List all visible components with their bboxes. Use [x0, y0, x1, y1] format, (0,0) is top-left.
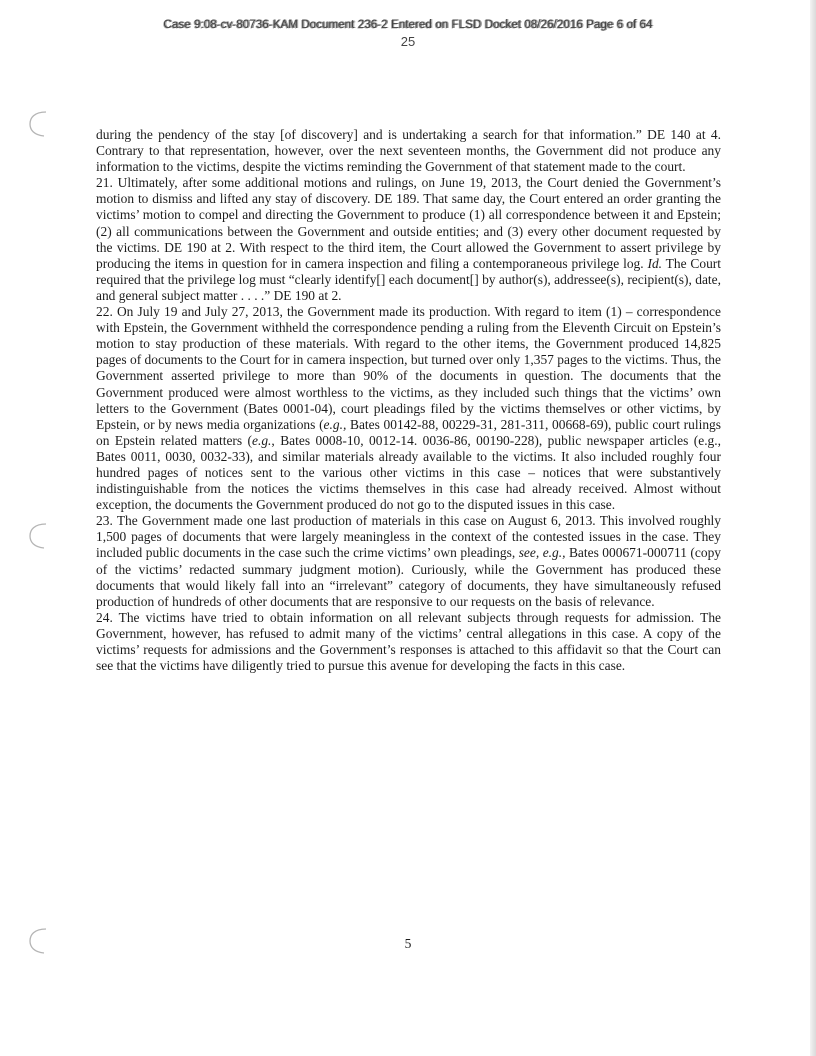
- paragraph-23: [96, 513, 721, 610]
- page-edge: [810, 0, 816, 1056]
- paragraph-text: 24. The victims have tried to obtain information on all relevant subjects through requests for admission. The Government, however, has refused to admit many of the victims’ central allegations in this case. A copy of the victims’ requests for admissions and the Government’s responses is attached to this affidavit so that the Court can see that the victims have diligently tried to pursue this avenue for developing the facts in this case.: [96, 609, 721, 674]
- page-number: 5: [404, 936, 412, 951]
- paragraph-24: [96, 610, 721, 674]
- court-header: [0, 17, 816, 50]
- paragraph-text: Bates 000671-000711 (copy of the victims’ redacted summary judgment motion). Curiously, while the Government has produced these documents that would likely fall into an “irrelevant” category of documents, they have simultaneously refused production of hundreds of other documents that are responsive to our requests on the basis of relevance.: [96, 545, 722, 609]
- paragraph-text: Bates 00142-88, 00229-31, 281-311, 00668-69), public court rulings on Epstein related matters (: [96, 416, 721, 448]
- paragraph-22: [96, 304, 721, 513]
- affidavit-body: [96, 127, 721, 674]
- paragraph-text: 22. On July 19 and July 27, 2013, the Government made its production. With regard to item (1) – correspondence with Epstein, the Government withheld the correspondence pending a ruling from the Eleventh Circuit on Epstein’s motion to stay production of these materials. With regard to the other items, the Government produced 14,825 pages of documents to the Court for in camera inspection, but turned over only 1,357 pages to the victims. Thus, the Government asserted privilege to more than 90% of the documents in question. The documents that the Government produced were almost worthless to the victims, as they included such things that the victims’ own letters to the Government (Bates 0001-04), court pleadings filed by the victims themselves or other victims, by Epstein, or by news media organizations (: [96, 304, 721, 432]
- italic-citation-text: e.g.,: [323, 416, 347, 432]
- paragraph-text: 23. The Government made one last production of materials in this case on August 6, 2013. This involved roughly 1,500 pages of documents that were largely meaningless in the context of the contested issues in the case. They included public documents in the case such the crime victims’ own pleadings,: [96, 513, 721, 561]
- paragraph-text: during the pendency of the stay [of discovery] and is undertaking a search for that information.” DE 140 at 4. Contrary to that representation, however, over the next seventeen months, the Government did not produce any information to the victims, despite the victims reminding the Government of that statement made to the court.: [96, 127, 721, 175]
- paragraph-text: 21. Ultimately, after some additional motions and rulings, on June 19, 2013, the Court denied the Government’s motion to dismiss and lifted any stay of discovery. DE 189. That same day, the Court entered an order granting the victims’ motion to compel and directing the Government to produce (1) all correspondence between it and Epstein; (2) all communications between the Government and outside entities; and (3) every other document requested by the victims. DE 190 at 2. With respect to the third item, the Court allowed the Government to assert privilege by producing the items in question for in camera inspection and filing a contemporaneous privilege log.: [96, 175, 721, 271]
- italic-citation-text: e.g.: [252, 432, 272, 448]
- paragraph-text: The Court required that the privilege log must “clearly identify[] each document[] by author(s), addressee(s), recipient(s), date, and general subject matter . . . .” DE 190 at 2.: [96, 255, 721, 303]
- paragraph-continuation: [96, 127, 721, 175]
- italic-citation-text: see, e.g.,: [518, 545, 566, 561]
- exhibit-page-number: 25: [400, 34, 416, 49]
- binder-hole-icon: [22, 520, 52, 550]
- paragraph-21: [96, 175, 721, 304]
- case-filing-stamp: Case 9:08-cv-80736-KAM Document 236-2 Entered on FLSD Docket 08/26/2016 Page 6 of 64: [163, 19, 653, 31]
- italic-citation-text: Id.: [647, 255, 663, 271]
- binder-hole-icon: [22, 108, 52, 138]
- paragraph-text: , Bates 0008-10, 0012-14. 0036-86, 00190-228), public newspaper articles (e.g., Bates 0011, 0030, 0032-33), and similar materials already available to the victims. It also included roughly four hundred pages of notices sent to the various other victims in this case – notices that were substantively indistinguishable from the notices the victims themselves in this case had already received. Almost without exception, the documents the Government produced do not go to the disputed issues in this case.: [96, 432, 721, 513]
